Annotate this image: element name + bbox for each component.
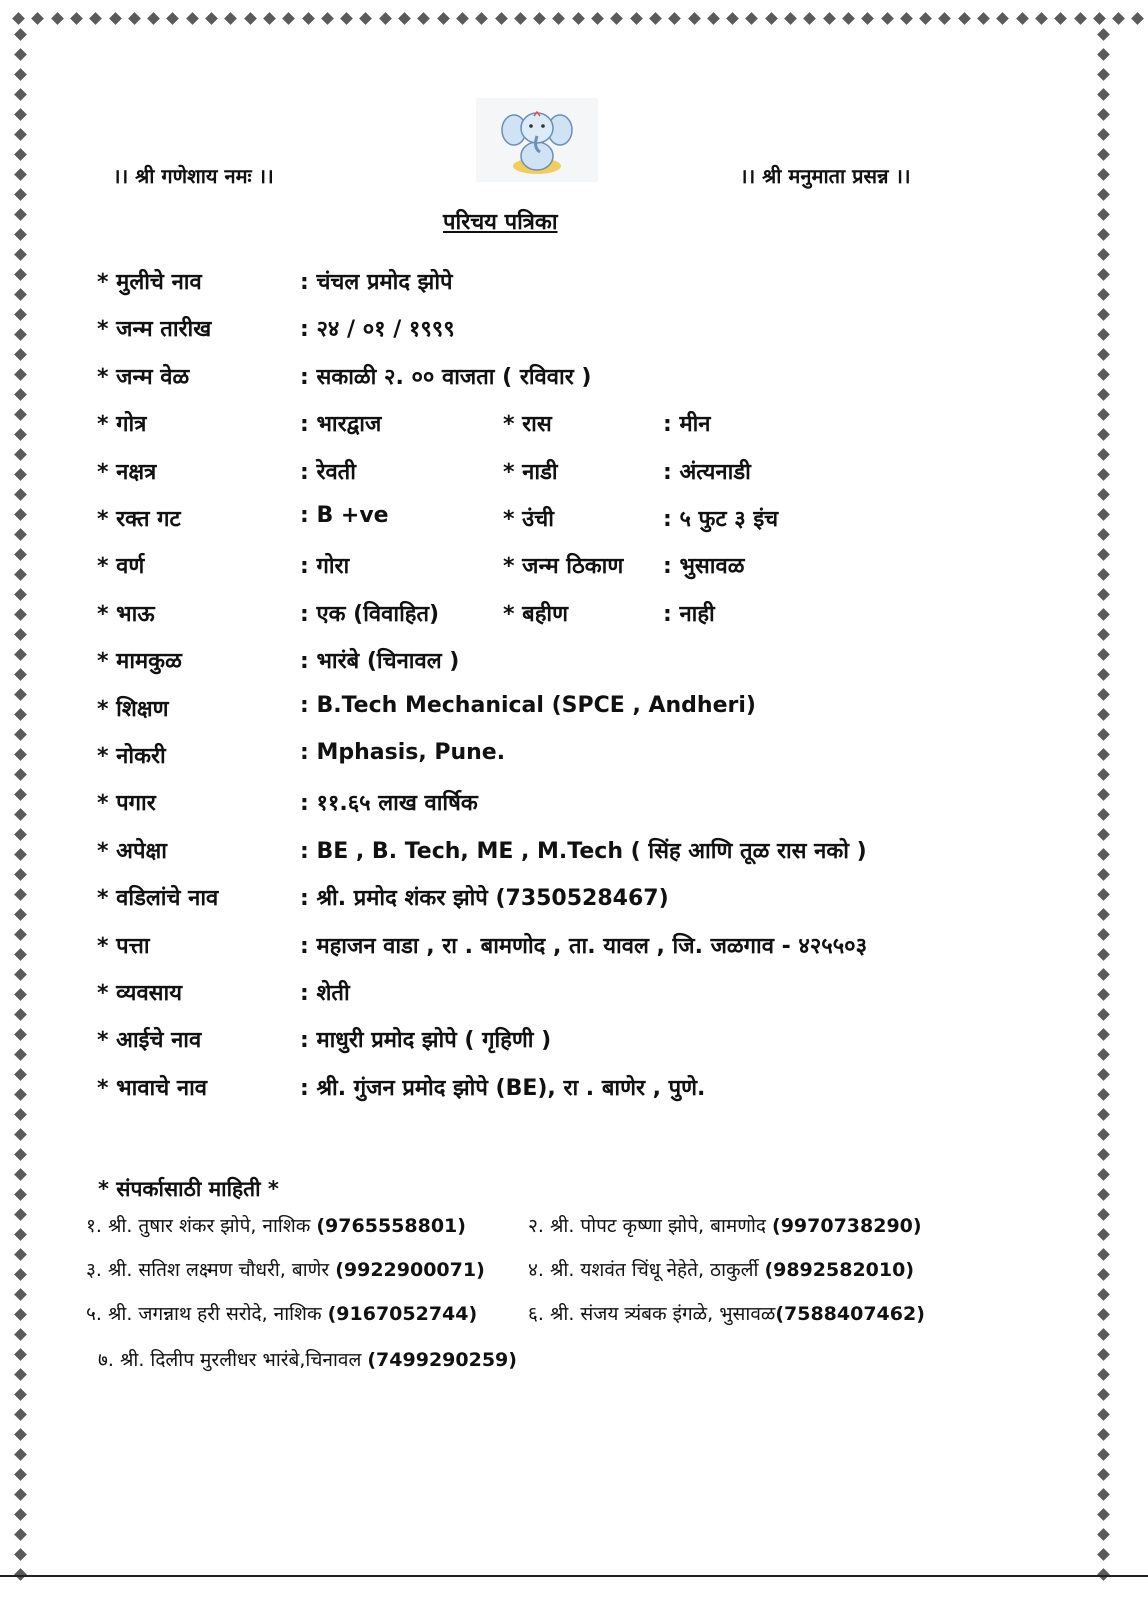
- border-diamond: [1097, 1188, 1110, 1201]
- border-diamond: [823, 12, 836, 25]
- border-diamond: [14, 368, 27, 381]
- field-value: : B.Tech Mechanical (SPCE , Andheri): [300, 692, 756, 718]
- border-diamond: [128, 12, 141, 25]
- border-diamond: [1054, 12, 1067, 25]
- border-diamond: [1097, 908, 1110, 921]
- border-diamond: [1097, 628, 1110, 641]
- border-diamond: [1132, 12, 1145, 25]
- border-diamond: [1097, 1308, 1110, 1321]
- border-diamond: [14, 828, 27, 841]
- border-diamond: [14, 208, 27, 221]
- border-diamond: [1097, 1148, 1110, 1161]
- border-diamond: [14, 1488, 27, 1501]
- border-diamond: [14, 708, 27, 721]
- field-value: : श्री. प्रमोद शंकर झोपे (7350528467): [300, 886, 669, 912]
- field-value: : ११.६५ लाख वार्षिक: [300, 791, 478, 817]
- field-value: : शेती: [300, 981, 350, 1006]
- border-diamond: [1097, 408, 1110, 421]
- field-value: : रेवती: [300, 459, 356, 485]
- contact-name: २. श्री. पोपट कृष्णा झोपे, बामणोद: [528, 1215, 773, 1237]
- field-label: * पगार: [97, 791, 156, 817]
- border-diamond: [1097, 728, 1110, 741]
- border-diamond: [14, 188, 27, 201]
- border-right: [1093, 0, 1113, 1600]
- border-diamond: [1097, 288, 1110, 301]
- contact-item: [86, 1256, 485, 1282]
- border-diamond: [51, 12, 64, 25]
- border-diamond: [14, 68, 27, 81]
- border-diamond: [842, 12, 855, 25]
- field-label: * पत्ता: [97, 933, 150, 959]
- border-top: [0, 8, 1148, 28]
- border-diamond: [707, 12, 720, 25]
- border-diamond: [147, 12, 160, 25]
- border-diamond: [1097, 1208, 1110, 1221]
- contact-item: [528, 1300, 925, 1326]
- contact-name: ७. श्री. दिलीप मुरलीधर भारंबे,चिनावल: [98, 1349, 368, 1371]
- border-diamond: [1097, 1068, 1110, 1081]
- field-label: * जन्म ठिकाण: [503, 554, 624, 580]
- border-diamond: [1097, 1248, 1110, 1261]
- border-diamond: [591, 12, 604, 25]
- border-diamond: [321, 12, 334, 25]
- border-diamond: [1074, 12, 1087, 25]
- contacts-title: * संपर्कासाठी माहिती *: [98, 1177, 279, 1201]
- border-diamond: [14, 1528, 27, 1541]
- border-diamond: [1097, 608, 1110, 621]
- border-diamond: [14, 408, 27, 421]
- left-invocation: ।। श्री गणेशाय नमः ।।: [113, 164, 274, 188]
- border-diamond: [1097, 428, 1110, 441]
- border-diamond: [1097, 848, 1110, 861]
- border-diamond: [14, 288, 27, 301]
- border-diamond: [14, 548, 27, 561]
- border-diamond: [1097, 1488, 1110, 1501]
- border-diamond: [1097, 448, 1110, 461]
- border-diamond: [14, 968, 27, 981]
- border-diamond: [14, 1028, 27, 1041]
- border-diamond: [1097, 1448, 1110, 1461]
- border-diamond: [726, 12, 739, 25]
- border-diamond: [1097, 1108, 1110, 1121]
- border-diamond: [14, 468, 27, 481]
- border-diamond: [302, 12, 315, 25]
- field-label: * नाडी: [503, 459, 558, 485]
- border-diamond: [1097, 168, 1110, 181]
- field-label: * शिक्षण: [97, 696, 169, 722]
- border-diamond: [1097, 768, 1110, 781]
- field-value: : नाही: [663, 601, 715, 627]
- border-diamond: [14, 228, 27, 241]
- field-label: * जन्म वेळ: [97, 364, 190, 390]
- contact-phone: (9765558801): [316, 1215, 466, 1237]
- contact-item: [528, 1212, 922, 1238]
- border-diamond: [1097, 388, 1110, 401]
- border-diamond: [1097, 128, 1110, 141]
- border-diamond: [1097, 228, 1110, 241]
- border-diamond: [919, 12, 932, 25]
- border-diamond: [14, 1308, 27, 1321]
- border-diamond: [1097, 48, 1110, 61]
- border-diamond: [1097, 1168, 1110, 1181]
- border-diamond: [900, 12, 913, 25]
- contact-phone: (9970738290): [772, 1215, 922, 1237]
- border-diamond: [14, 1428, 27, 1441]
- border-diamond: [70, 12, 83, 25]
- field-value: : एक (विवाहित): [300, 601, 440, 627]
- border-diamond: [1097, 828, 1110, 841]
- border-diamond: [939, 12, 952, 25]
- border-diamond: [14, 1388, 27, 1401]
- field-value: : अंत्यनाडी: [663, 459, 751, 485]
- contact-phone: (9892582010): [764, 1259, 915, 1281]
- field-value: : गोरा: [300, 554, 350, 580]
- border-diamond: [167, 12, 180, 25]
- border-diamond: [14, 308, 27, 321]
- border-diamond: [668, 12, 681, 25]
- border-diamond: [14, 1368, 27, 1381]
- border-diamond: [1097, 868, 1110, 881]
- border-diamond: [861, 12, 874, 25]
- field-label: * रास: [503, 412, 552, 438]
- border-diamond: [14, 388, 27, 401]
- contact-phone: (9922900071): [335, 1259, 485, 1281]
- border-diamond: [14, 808, 27, 821]
- contact-name: ३. श्री. सतिश लक्ष्मण चौधरी, बाणेर: [86, 1259, 336, 1281]
- field-label: * नोकरी: [97, 744, 166, 769]
- field-value: : माधुरी प्रमोद झोपे ( गृहिणी ): [300, 1028, 552, 1054]
- field-label: * बहीण: [503, 601, 569, 627]
- contact-name: ५. श्री. जगन्नाथ हरी सरोदे, नाशिक: [86, 1303, 328, 1325]
- border-diamond: [1097, 308, 1110, 321]
- border-diamond: [14, 128, 27, 141]
- border-diamond: [14, 1448, 27, 1461]
- border-diamond: [1097, 1388, 1110, 1401]
- border-diamond: [1097, 508, 1110, 521]
- border-diamond: [1097, 1008, 1110, 1021]
- field-value: : सकाळी २. ०० वाजता ( रविवार ): [300, 364, 592, 390]
- border-diamond: [1097, 948, 1110, 961]
- border-diamond: [1097, 648, 1110, 661]
- border-diamond: [958, 12, 971, 25]
- border-diamond: [1097, 1288, 1110, 1301]
- field-value: : मीन: [663, 412, 711, 438]
- border-diamond: [14, 1168, 27, 1181]
- contact-phone: (9167052744): [327, 1303, 478, 1325]
- border-diamond: [1097, 968, 1110, 981]
- field-value: : B +ve: [300, 503, 389, 528]
- ganesha-icon: [476, 98, 598, 182]
- border-diamond: [14, 508, 27, 521]
- border-diamond: [14, 608, 27, 621]
- border-diamond: [205, 12, 218, 25]
- border-diamond: [14, 1188, 27, 1201]
- border-diamond: [14, 1108, 27, 1121]
- field-label: * गोत्र: [97, 412, 147, 438]
- border-diamond: [1097, 528, 1110, 541]
- border-diamond: [765, 12, 778, 25]
- page-title: परिचय पत्रिका: [443, 210, 558, 235]
- border-diamond: [1097, 928, 1110, 941]
- contact-name: ६. श्री. संजय त्र्यंबक इंगळे, भुसावळ: [528, 1303, 776, 1325]
- border-diamond: [14, 348, 27, 361]
- border-diamond: [514, 12, 527, 25]
- border-diamond: [109, 12, 122, 25]
- contact-item: [98, 1346, 517, 1372]
- border-diamond: [14, 28, 27, 41]
- border-diamond: [398, 12, 411, 25]
- field-value: : भारद्वाज: [300, 412, 382, 438]
- border-diamond: [1097, 148, 1110, 161]
- border-diamond: [784, 12, 797, 25]
- border-diamond: [417, 12, 430, 25]
- border-diamond: [495, 12, 508, 25]
- border-diamond: [475, 12, 488, 25]
- border-diamond: [14, 888, 27, 901]
- border-diamond: [1097, 88, 1110, 101]
- border-diamond: [14, 248, 27, 261]
- border-diamond: [1097, 208, 1110, 221]
- border-diamond: [14, 1228, 27, 1241]
- field-label: * वडिलांचे नाव: [97, 886, 219, 912]
- border-diamond: [1097, 1468, 1110, 1481]
- border-diamond: [553, 12, 566, 25]
- border-diamond: [1035, 12, 1048, 25]
- border-diamond: [14, 1268, 27, 1281]
- border-diamond: [14, 588, 27, 601]
- border-diamond: [1097, 688, 1110, 701]
- border-diamond: [14, 728, 27, 741]
- border-diamond: [996, 12, 1009, 25]
- border-diamond: [14, 1008, 27, 1021]
- field-value: : २४ / ०१ / १९९९: [300, 317, 455, 343]
- field-label: * आईचे नाव: [97, 1028, 202, 1054]
- border-diamond: [14, 1348, 27, 1361]
- border-diamond: [14, 528, 27, 541]
- border-diamond: [14, 748, 27, 761]
- border-diamond: [14, 1068, 27, 1081]
- field-label: * जन्म तारीख: [97, 317, 212, 343]
- border-diamond: [610, 12, 623, 25]
- contact-phone: (7499290259): [367, 1349, 517, 1371]
- border-diamond: [31, 12, 44, 25]
- field-label: * नक्षत्र: [97, 459, 157, 485]
- border-diamond: [14, 868, 27, 881]
- border-diamond: [746, 12, 759, 25]
- field-label: * वर्ण: [97, 554, 145, 580]
- border-diamond: [1097, 708, 1110, 721]
- border-diamond: [14, 168, 27, 181]
- border-diamond: [803, 12, 816, 25]
- border-diamond: [14, 328, 27, 341]
- border-diamond: [1097, 328, 1110, 341]
- border-diamond: [14, 648, 27, 661]
- border-diamond: [1097, 588, 1110, 601]
- border-diamond: [14, 688, 27, 701]
- border-diamond: [1097, 488, 1110, 501]
- border-diamond: [1097, 1128, 1110, 1141]
- border-diamond: [688, 12, 701, 25]
- field-label: * भावाचे नाव: [97, 1075, 208, 1101]
- border-diamond: [14, 428, 27, 441]
- field-label: * अपेक्षा: [97, 838, 167, 864]
- border-diamond: [437, 12, 450, 25]
- border-diamond: [1097, 268, 1110, 281]
- field-value: : भुसावळ: [663, 554, 745, 580]
- border-diamond: [14, 148, 27, 161]
- contact-item: [86, 1212, 466, 1238]
- border-diamond: [649, 12, 662, 25]
- border-diamond: [1097, 748, 1110, 761]
- border-diamond: [1097, 788, 1110, 801]
- border-diamond: [379, 12, 392, 25]
- border-diamond: [1097, 988, 1110, 1001]
- field-value: : भारंबे (चिनावल ): [300, 649, 460, 675]
- border-diamond: [1097, 888, 1110, 901]
- border-diamond: [89, 12, 102, 25]
- border-diamond: [340, 12, 353, 25]
- border-diamond: [14, 1048, 27, 1061]
- field-value: : महाजन वाडा , रा . बामणोद , ता. यावल , जि. जळगाव - ४२५५०३: [300, 933, 868, 959]
- border-diamond: [14, 628, 27, 641]
- border-diamond: [360, 12, 373, 25]
- border-diamond: [1097, 808, 1110, 821]
- border-diamond: [244, 12, 257, 25]
- border-diamond: [14, 768, 27, 781]
- field-value: : श्री. गुंजन प्रमोद झोपे (BE), रा . बाणेर , पुणे.: [300, 1075, 706, 1101]
- border-diamond: [14, 268, 27, 281]
- border-diamond: [14, 1208, 27, 1221]
- border-diamond: [14, 488, 27, 501]
- border-diamond: [14, 848, 27, 861]
- border-diamond: [224, 12, 237, 25]
- border-diamond: [1097, 28, 1110, 41]
- contact-phone: (7588407462): [775, 1303, 925, 1325]
- border-diamond: [977, 12, 990, 25]
- border-diamond: [1097, 1508, 1110, 1521]
- border-diamond: [1097, 1368, 1110, 1381]
- border-diamond: [14, 88, 27, 101]
- border-diamond: [1097, 1528, 1110, 1541]
- border-diamond: [14, 1288, 27, 1301]
- border-diamond: [1097, 1088, 1110, 1101]
- border-diamond: [14, 928, 27, 941]
- border-diamond: [14, 988, 27, 1001]
- border-diamond: [14, 1468, 27, 1481]
- border-diamond: [14, 1328, 27, 1341]
- border-diamond: [1112, 12, 1125, 25]
- border-diamond: [630, 12, 643, 25]
- border-diamond: [1097, 1548, 1110, 1561]
- border-diamond: [282, 12, 295, 25]
- border-diamond: [14, 1148, 27, 1161]
- field-value: : चंचल प्रमोद झोपे: [300, 270, 453, 295]
- border-diamond: [14, 448, 27, 461]
- right-invocation: ।। श्री मनुमाता प्रसन्न ।।: [740, 164, 911, 188]
- border-diamond: [1097, 1228, 1110, 1241]
- border-diamond: [14, 948, 27, 961]
- border-diamond: [881, 12, 894, 25]
- border-diamond: [1097, 468, 1110, 481]
- border-diamond: [1097, 1408, 1110, 1421]
- border-diamond: [14, 1548, 27, 1561]
- border-diamond: [14, 788, 27, 801]
- field-value: : BE , B. Tech, ME , M.Tech ( सिंह आणि तूळ रास नको ): [300, 838, 867, 864]
- contact-item: [86, 1300, 477, 1326]
- border-diamond: [14, 1128, 27, 1141]
- field-label: * व्यवसाय: [97, 981, 183, 1006]
- border-diamond: [14, 108, 27, 121]
- border-diamond: [1097, 548, 1110, 561]
- field-value: : Mphasis, Pune.: [300, 740, 506, 765]
- border-diamond: [1097, 348, 1110, 361]
- field-label: * रक्त गट: [97, 507, 181, 532]
- border-diamond: [1097, 188, 1110, 201]
- border-diamond: [1097, 68, 1110, 81]
- border-diamond: [186, 12, 199, 25]
- border-diamond: [14, 908, 27, 921]
- border-diamond: [533, 12, 546, 25]
- field-label: * भाऊ: [97, 601, 155, 627]
- border-diamond: [1097, 1428, 1110, 1441]
- border-left: [10, 0, 30, 1600]
- field-label: * मामकुळ: [97, 649, 182, 675]
- field-label: * मुलीचे नाव: [97, 270, 202, 295]
- border-diamond: [1097, 1348, 1110, 1361]
- contact-item: [528, 1256, 914, 1282]
- border-diamond: [14, 1508, 27, 1521]
- border-diamond: [263, 12, 276, 25]
- border-diamond: [14, 1088, 27, 1101]
- border-diamond: [1097, 1268, 1110, 1281]
- border-diamond: [14, 568, 27, 581]
- border-diamond: [1097, 1328, 1110, 1341]
- border-diamond: [1097, 248, 1110, 261]
- border-diamond: [572, 12, 585, 25]
- border-diamond: [1097, 1048, 1110, 1061]
- field-value: : ५ फुट ३ इंच: [663, 507, 779, 532]
- border-diamond: [1097, 108, 1110, 121]
- border-diamond: [1016, 12, 1029, 25]
- border-diamond: [1097, 568, 1110, 581]
- contact-name: १. श्री. तुषार शंकर झोपे, नाशिक: [86, 1215, 317, 1237]
- border-diamond: [1097, 368, 1110, 381]
- border-diamond: [1097, 1028, 1110, 1041]
- contact-name: ४. श्री. यशवंत चिंधू नेहेते, ठाकुर्ली: [528, 1259, 765, 1281]
- border-diamond: [14, 48, 27, 61]
- border-diamond: [14, 1248, 27, 1261]
- field-label: * उंची: [503, 507, 554, 532]
- border-diamond: [1097, 668, 1110, 681]
- border-diamond: [14, 668, 27, 681]
- border-diamond: [456, 12, 469, 25]
- bottom-rule: [0, 1575, 1148, 1577]
- border-diamond: [14, 1408, 27, 1421]
